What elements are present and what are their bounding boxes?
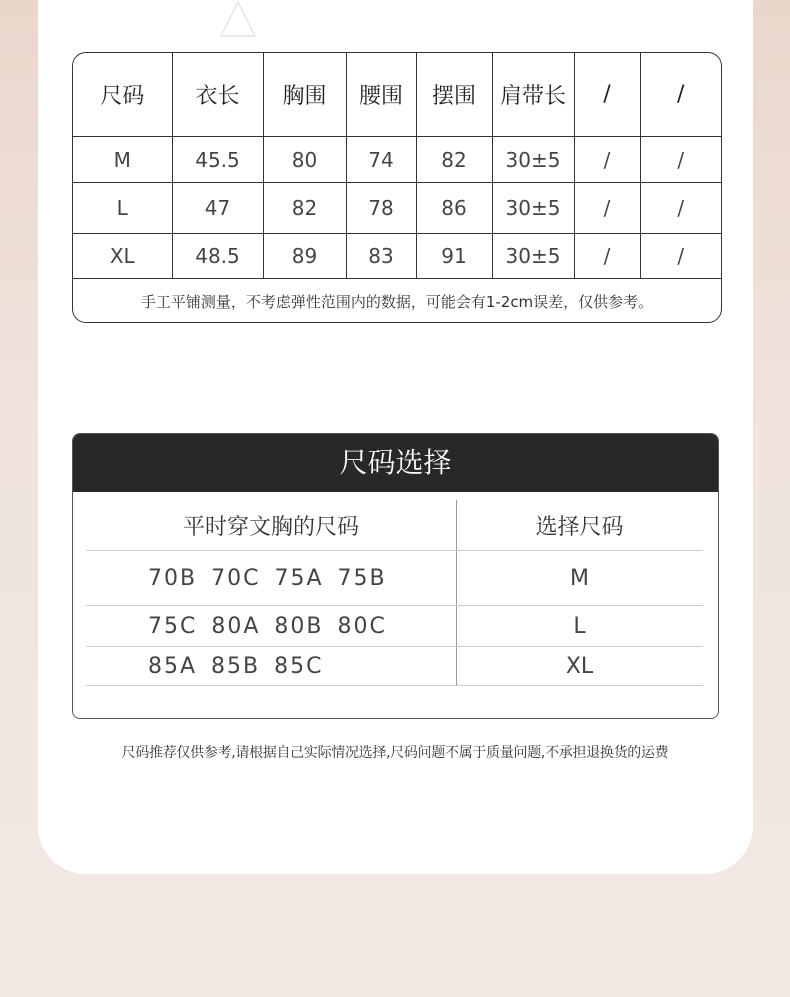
cell: 30±5	[492, 183, 574, 234]
cell: /	[640, 234, 721, 279]
measurement-note: 手工平铺测量，不考虑弹性范围内的数据，可能会有1-2cm误差，仅供参考。	[140, 293, 654, 311]
cell: 82	[416, 137, 492, 183]
cell: 82	[263, 183, 346, 234]
header-blank-1: /	[574, 53, 640, 137]
cell: 91	[416, 234, 492, 279]
cell: 74	[346, 137, 416, 183]
bra-sizes	[86, 647, 456, 685]
size-table	[72, 52, 722, 323]
cell: 89	[263, 234, 346, 279]
cell: /	[640, 183, 721, 234]
table-row	[73, 137, 721, 183]
cell: /	[574, 137, 640, 183]
cell: M	[73, 137, 172, 183]
bra-sizes	[86, 606, 456, 646]
recommended-size: L	[573, 613, 586, 639]
cell: 83	[346, 234, 416, 279]
list-item	[86, 551, 703, 606]
bra-size: 85A	[148, 653, 198, 679]
header-waist: 腰围	[346, 53, 416, 137]
cell: /	[640, 137, 721, 183]
cell: 86	[416, 183, 492, 234]
bra-size: 85B	[211, 653, 261, 679]
cell: 30±5	[492, 234, 574, 279]
header-length: 衣长	[172, 53, 263, 137]
recommended-size: M	[570, 565, 589, 591]
bra-size: 85C	[274, 653, 324, 679]
size-selection-box	[72, 433, 719, 719]
cell: 30±5	[492, 137, 574, 183]
recommended-size: XL	[565, 653, 594, 679]
bra-size-header: 平时穿文胸的尺码	[182, 514, 359, 540]
bra-sizes	[86, 551, 456, 605]
cell: 80	[263, 137, 346, 183]
size-table-header-row	[73, 53, 721, 137]
cell: /	[574, 183, 640, 234]
size-selection-grid	[73, 492, 718, 718]
bra-size: 80C	[337, 613, 387, 639]
bra-size: 80B	[274, 613, 324, 639]
selection-header-row	[86, 500, 703, 551]
table-note-row	[73, 279, 721, 324]
bra-size: 75C	[148, 613, 198, 639]
cell: XL	[73, 234, 172, 279]
bra-size: 75B	[337, 565, 387, 591]
size-selection-title: 尺码选择	[73, 434, 718, 492]
footer-note: 尺码推荐仅供参考,请根据自己实际情况选择,尺码问题不属于质量问题,不承担退换货的运费	[121, 745, 669, 761]
choose-size-header: 选择尺码	[535, 514, 624, 540]
bra-size: 70B	[148, 565, 198, 591]
cell: 78	[346, 183, 416, 234]
list-item	[86, 606, 703, 647]
bra-size: 70C	[211, 565, 261, 591]
header-hem: 摆围	[416, 53, 492, 137]
header-size: 尺码	[73, 53, 172, 137]
cell: 47	[172, 183, 263, 234]
header-strap: 肩带长	[492, 53, 574, 137]
table-row	[73, 183, 721, 234]
cell: 48.5	[172, 234, 263, 279]
cell: 45.5	[172, 137, 263, 183]
bra-size: 80A	[211, 613, 261, 639]
header-bust: 胸围	[263, 53, 346, 137]
list-item	[86, 647, 703, 686]
bra-size: 75A	[274, 565, 324, 591]
cell: /	[574, 234, 640, 279]
cell: L	[73, 183, 172, 234]
header-blank-2: /	[640, 53, 721, 137]
table-row	[73, 234, 721, 279]
